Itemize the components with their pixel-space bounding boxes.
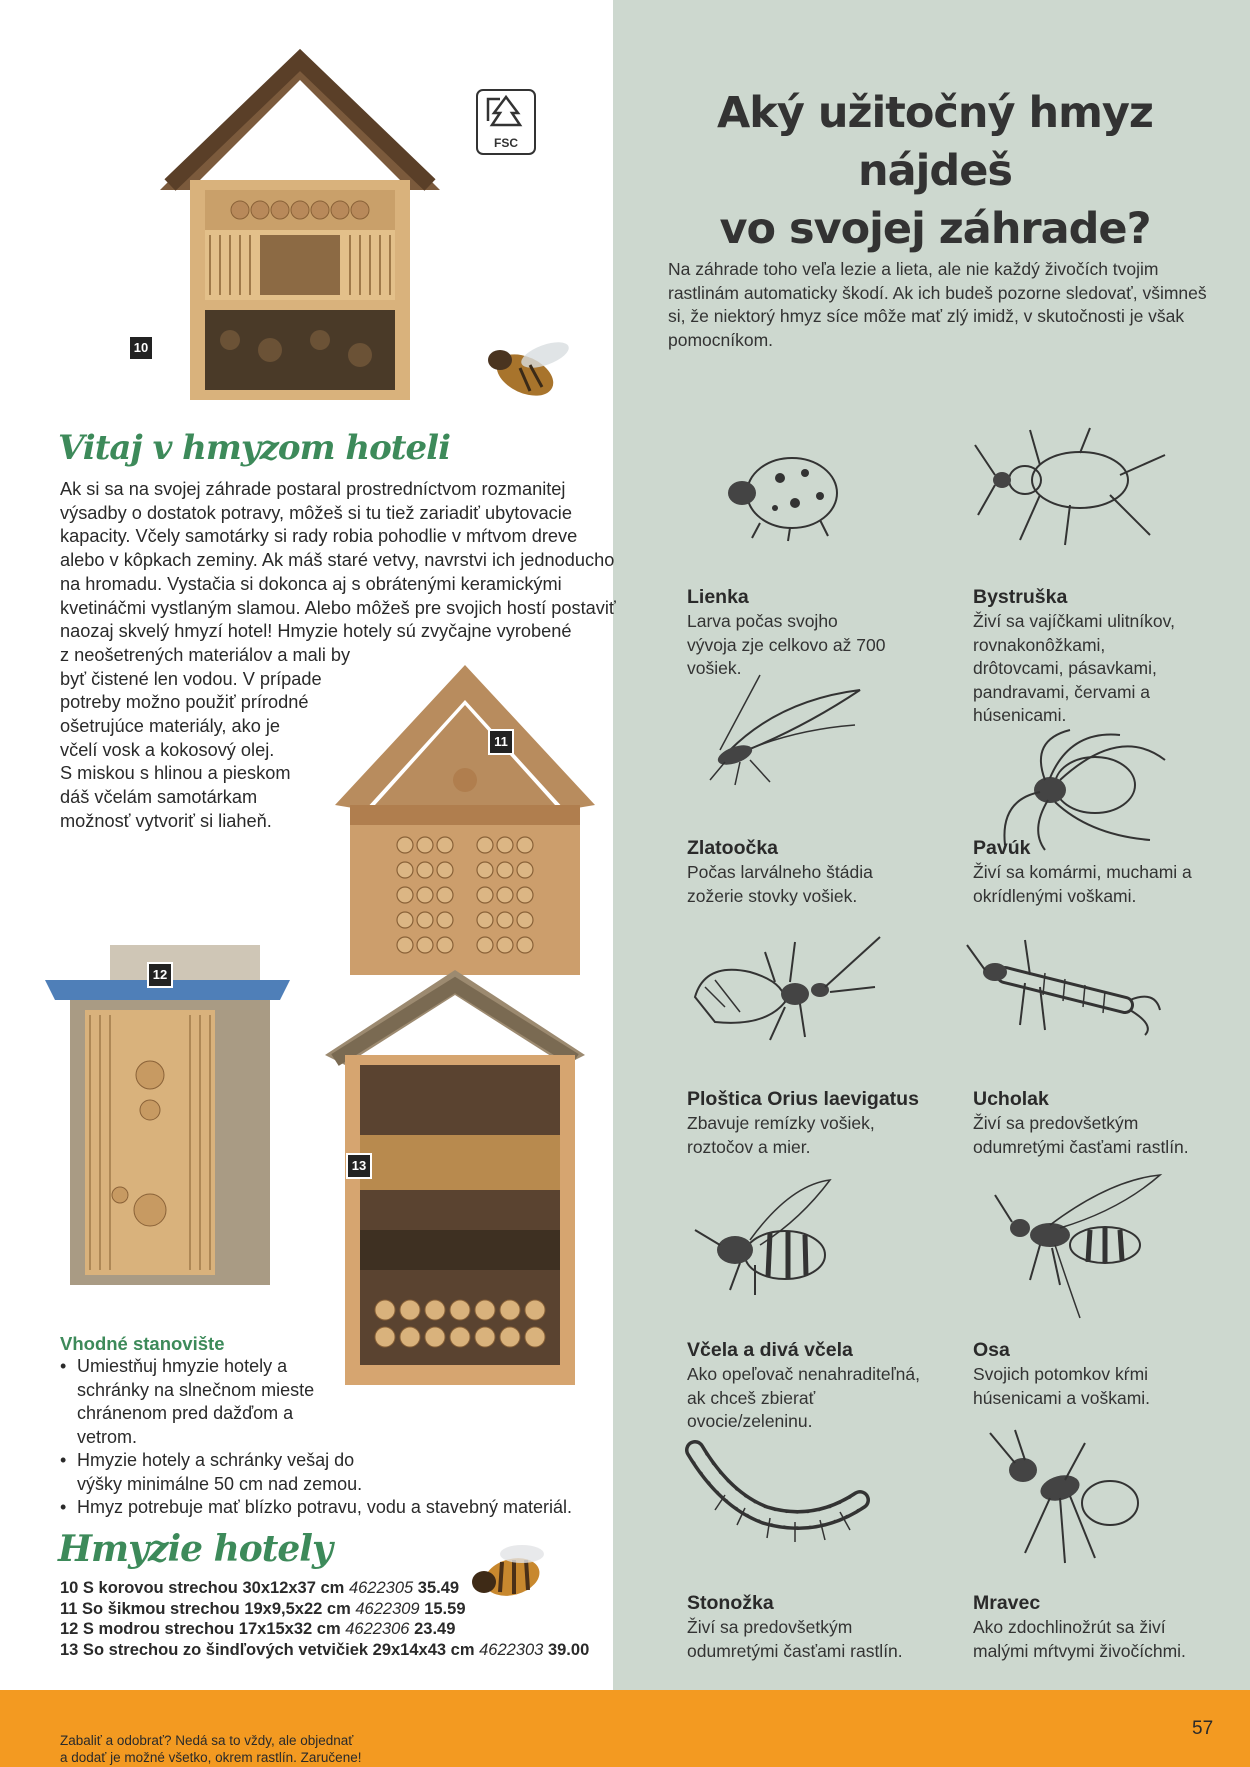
footer-line-1: Zabaliť a odobrať? Nedá sa to vždy, ale objednať <box>60 1733 354 1748</box>
placement-item: • Umiestňuj hmyzie hotely a schránky na slnečnom mieste chránenom pred dažďom a vetrom. <box>60 1355 357 1449</box>
lacewing-icon <box>690 670 870 790</box>
page-title-line-1: Aký užitočný hmyz nájdeš <box>717 88 1153 196</box>
product-list <box>60 1578 589 1660</box>
insect-stonozka <box>687 1592 937 1663</box>
product-row <box>60 1640 589 1661</box>
product-price: 35.49 <box>417 1579 460 1597</box>
badge-12: 12 <box>147 962 173 988</box>
insect-vcela <box>687 1339 937 1434</box>
page-title <box>640 84 1230 258</box>
insect-plostica <box>687 1088 937 1159</box>
welcome-line: potreby možno použiť prírodné <box>60 692 309 713</box>
fsc-tree-icon <box>478 91 534 135</box>
insect-name: Stonožka <box>687 1592 774 1614</box>
insect-lienka <box>687 586 937 681</box>
ant-icon <box>985 1428 1155 1568</box>
placement-item: • Hmyz potrebuje mať blízko potravu, vodu a stavebný materiál. <box>60 1496 620 1520</box>
welcome-line: kvetináčmi vystlaným slamou. Alebo môžeš pre svojich hostí postaviť <box>60 597 616 618</box>
welcome-line: z neošetrených materiálov a mali by <box>60 644 351 665</box>
fsc-label: FSC <box>494 136 518 150</box>
footer-line-2: a dodať je možné všetko, okrem rastlín. Zaručene! <box>60 1750 362 1765</box>
insect-description: Zbavuje remízky vošiek, roztočov a mier. <box>687 1113 875 1157</box>
product-code: 4622303 <box>479 1640 544 1659</box>
welcome-line: naozaj skvelý hmyzí hotel! Hmyzie hotely sú zvyčajne vyrobené <box>60 621 572 642</box>
insect-name: Ucholak <box>973 1088 1049 1110</box>
insect-name: Včela a divá včela <box>687 1339 853 1361</box>
product-dims: 17x15x32 cm <box>238 1620 341 1638</box>
insect-osa <box>973 1339 1223 1410</box>
welcome-line: na hromadu. Vystačia si dokonca aj s obrátenými keramickými <box>60 573 562 594</box>
ladybug-icon <box>720 448 850 543</box>
insect-name: Bystruška <box>973 586 1068 608</box>
product-label: 10 S korovou strechou <box>60 1579 238 1597</box>
insect-bystruska <box>973 586 1223 728</box>
spider-icon <box>990 720 1170 855</box>
insect-name: Mravec <box>973 1592 1041 1614</box>
insect-hotel-13-illustration <box>315 965 595 1395</box>
footer-note <box>60 1732 480 1766</box>
welcome-line: Ak si sa na svojej záhrade postaral prostredníctvom rozmanitej <box>60 479 566 499</box>
insect-ucholak <box>973 1088 1223 1159</box>
insect-description: Počas larválneho štádia zožerie stovky vošiek. <box>687 862 873 906</box>
products-title: Hmyzie hotely <box>58 1528 332 1570</box>
insect-description: Živí sa predovšetkým odumretými časťami rastlín. <box>687 1617 903 1661</box>
welcome-paragraph <box>60 478 616 834</box>
badge-13: 13 <box>346 1153 372 1179</box>
page-number: 57 <box>1192 1718 1214 1739</box>
insect-zlatoocka <box>687 837 937 908</box>
welcome-line: ošetrujúce materiály, ako je <box>60 716 281 737</box>
placement-list <box>60 1355 620 1520</box>
product-price: 39.00 <box>547 1640 590 1659</box>
earwig-icon <box>965 935 1165 1040</box>
bee-photo-illustration-top <box>470 325 580 420</box>
insect-description: Larva počas svojho vývoja zje celkovo až 700 vošiek. <box>687 611 886 678</box>
welcome-line: možnosť vytvoriť si liaheň. <box>60 810 272 831</box>
product-price: 23.49 <box>414 1620 456 1638</box>
fsc-logo <box>476 89 536 155</box>
welcome-title: Vitaj v hmyzom hoteli <box>58 428 450 468</box>
welcome-line: včelí vosk a kokosový olej. <box>60 739 275 760</box>
centipede-icon <box>685 1440 875 1550</box>
product-code: 4622306 <box>345 1620 410 1638</box>
bee-icon <box>690 1175 860 1300</box>
badge-11: 11 <box>488 729 514 755</box>
badge-10: 10 <box>128 335 154 361</box>
product-dims: 29x14x43 cm <box>372 1640 475 1659</box>
bug-icon <box>685 932 885 1042</box>
product-price: 15.59 <box>424 1599 466 1618</box>
insect-name: Osa <box>973 1339 1010 1361</box>
insect-pavuk <box>973 837 1223 908</box>
placement-item: • Hmyzie hotely a schránky vešaj do výšky minimálne 50 cm nad zemou. <box>60 1449 377 1496</box>
product-row <box>60 1599 589 1620</box>
product-dims: 30x12x37 cm <box>242 1579 345 1597</box>
intro-paragraph: Na záhrade toho veľa lezie a lieta, ale nie každý živočích tvojim rastlinám automaticky škodí. Ak ich budeš pozorne sledovať, všimneš si, že niektorý hmyz síce môže mať zlý imidž, v skutočnosti je však pomocníkom. <box>668 259 1207 350</box>
product-label: 13 So strechou zo šindľových vetvičiek <box>60 1640 369 1659</box>
product-code: 4622309 <box>355 1599 420 1618</box>
product-row <box>60 1619 589 1640</box>
insect-description: Ako zdochlinožrút sa živí malými mŕtvymi živočíchmi. <box>973 1617 1186 1661</box>
insect-name: Zlatoočka <box>687 837 779 859</box>
insect-hotel-12-illustration <box>40 935 300 1295</box>
page-title-line-2: vo svojej záhrade? <box>719 204 1151 254</box>
product-label: 12 S modrou strechou <box>60 1620 235 1638</box>
insect-name: Lienka <box>687 586 749 608</box>
welcome-line: kapacity. Včely samotárky si rady robia pohodlie v mŕtvom dreve <box>60 526 578 547</box>
product-label: 11 So šikmou strechou <box>60 1599 240 1618</box>
insect-mravec <box>973 1592 1223 1663</box>
welcome-line: dáš včelám samotárkam <box>60 787 258 808</box>
welcome-line: S miskou s hlinou a pieskom <box>60 763 291 784</box>
product-row <box>60 1578 589 1599</box>
ground-beetle-icon <box>970 425 1170 550</box>
placement-heading: Vhodné stanovište <box>60 1333 225 1354</box>
insect-description: Svojich potomkov kŕmi húsenicami a voškami. <box>973 1364 1151 1408</box>
welcome-line: alebo v kôpkach zeminy. Ak máš staré vetvy, navrstvi ich jednoducho <box>60 550 615 571</box>
insect-description: Živí sa predovšetkým odumretými časťami rastlín. <box>973 1113 1189 1157</box>
welcome-line: výsadby o dostatok potravy, môžeš si tu tiež zariadiť ubytovacie <box>60 502 572 523</box>
welcome-line: byť čistené len vodou. V prípade <box>60 668 322 689</box>
insect-name: Ploštica Orius laevigatus <box>687 1088 919 1110</box>
insect-name: Pavúk <box>973 837 1031 859</box>
insect-description: Živí sa vajíčkami ulitníkov, rovnakonôžkami, drôtovcami, pásavkami, pandravami, červami a húsenicami. <box>973 611 1175 725</box>
insect-hotel-10-illustration <box>150 40 450 410</box>
product-dims: 19x9,5x22 cm <box>244 1599 351 1618</box>
wasp-icon <box>990 1170 1170 1320</box>
insect-description: Ako opeľovač nenahraditeľná, ak chceš zbierať ovocie/zeleninu. <box>687 1364 921 1431</box>
insect-description: Živí sa komármi, muchami a okrídlenými voškami. <box>973 862 1192 906</box>
product-code: 4622305 <box>348 1579 414 1597</box>
